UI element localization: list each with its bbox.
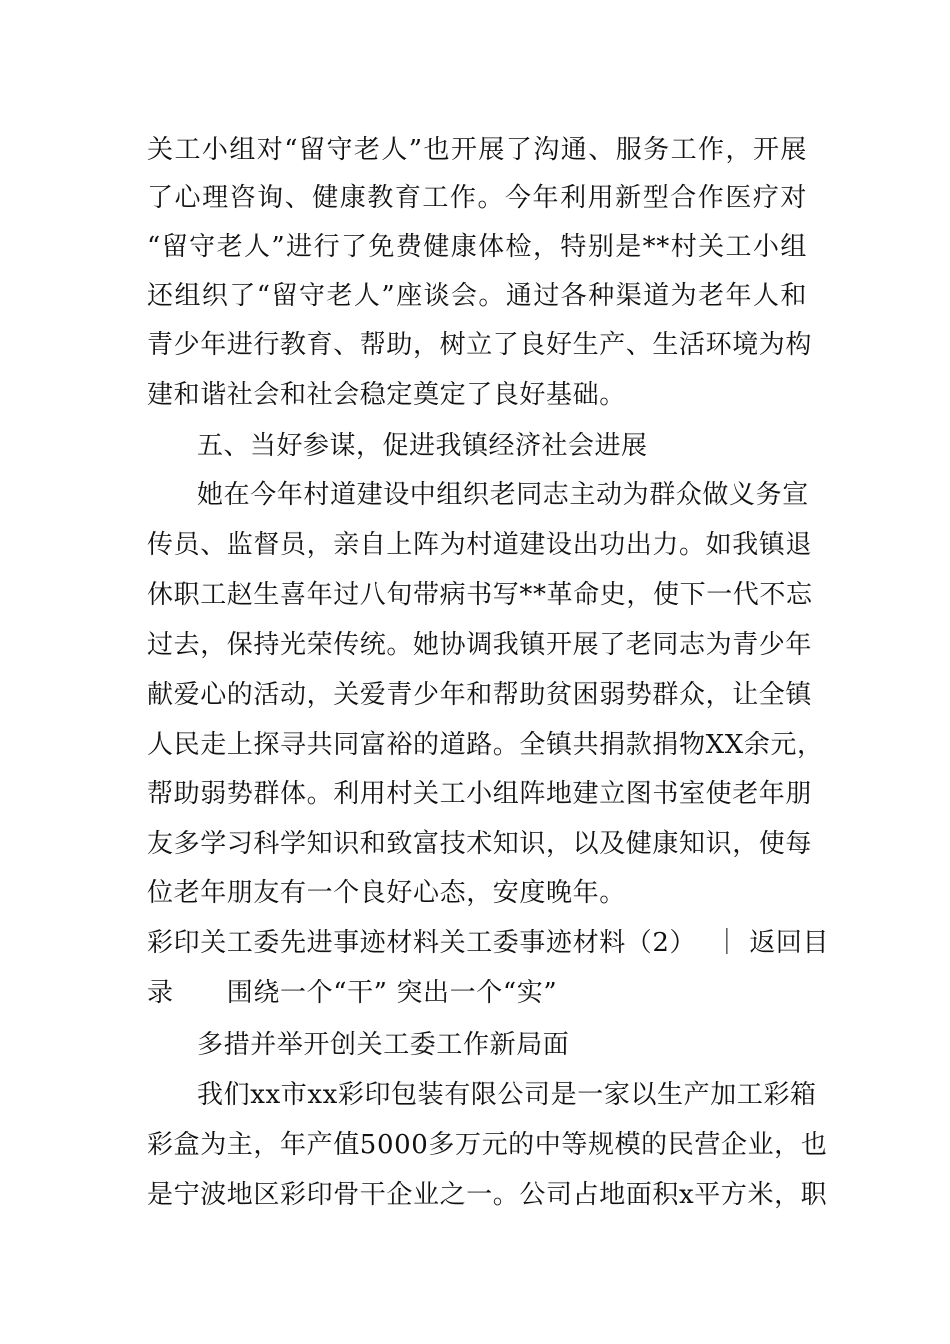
article-2-subtitle: 多措并举开创关工委工作新局面 — [197, 1030, 570, 1060]
paragraph-2-line-4: 过去，保持光荣传统。她协调我镇开展了老同志为青少年 — [147, 630, 813, 660]
article-2-title-continued: 录 围绕一个“干” 突出一个“实” — [147, 978, 558, 1008]
paragraph-3-line-3: 是宁波地区彩印骨干企业之一。公司占地面积x平方米，职 — [147, 1180, 828, 1210]
article-2-title: 彩印关工委先进事迹材料关工委事迹材料（2） ｜ 返回目 — [147, 928, 830, 958]
paragraph-1-line-1: 关工小组对“留守老人”也开展了沟通、服务工作，开展 — [147, 135, 807, 165]
paragraph-1-line-6: 建和谐社会和社会稳定奠定了良好基础。 — [147, 380, 626, 410]
paragraph-1-line-5: 青少年进行教育、帮助，树立了良好生产、生活环境为构 — [147, 330, 813, 360]
paragraph-2-line-9: 位老年朋友有一个良好心态，安度晚年。 — [147, 878, 626, 908]
paragraph-2-line-2: 传员、监督员，亲自上阵为村道建设出功出力。如我镇退 — [147, 530, 813, 560]
paragraph-2-line-3: 休职工赵生喜年过八旬带病书写**革命史，使下一代不忘 — [147, 580, 813, 610]
paragraph-3-line-1: 我们xx市xx彩印包装有限公司是一家以生产加工彩箱 — [197, 1080, 817, 1110]
paragraph-3-line-2: 彩盒为主，年产值5000多万元的中等规模的民营企业，也 — [147, 1130, 828, 1160]
section-5-heading: 五、当好参谋，促进我镇经济社会进展 — [197, 431, 648, 461]
paragraph-2-line-6: 人民走上探寻共同富裕的道路。全镇共捐款捐物XX余元， — [147, 730, 824, 760]
paragraph-1-line-3: “留守老人”进行了免费健康体检，特别是**村关工小组 — [147, 232, 807, 262]
paragraph-1-line-4: 还组织了“留守老人”座谈会。通过各种渠道为老年人和 — [147, 281, 807, 311]
paragraph-1-line-2: 了心理咨询、健康教育工作。今年利用新型合作医疗对 — [147, 183, 807, 213]
paragraph-2-line-8: 友多学习科学知识和致富技术知识，以及健康知识，使每 — [147, 829, 813, 859]
paragraph-2-line-5: 献爱心的活动，关爱青少年和帮助贫困弱势群众，让全镇 — [147, 680, 813, 710]
paragraph-2-line-1: 她在今年村道建设中组织老同志主动为群众做义务宣 — [197, 480, 809, 510]
paragraph-2-line-7: 帮助弱势群体。利用村关工小组阵地建立图书室使老年朋 — [147, 779, 813, 809]
